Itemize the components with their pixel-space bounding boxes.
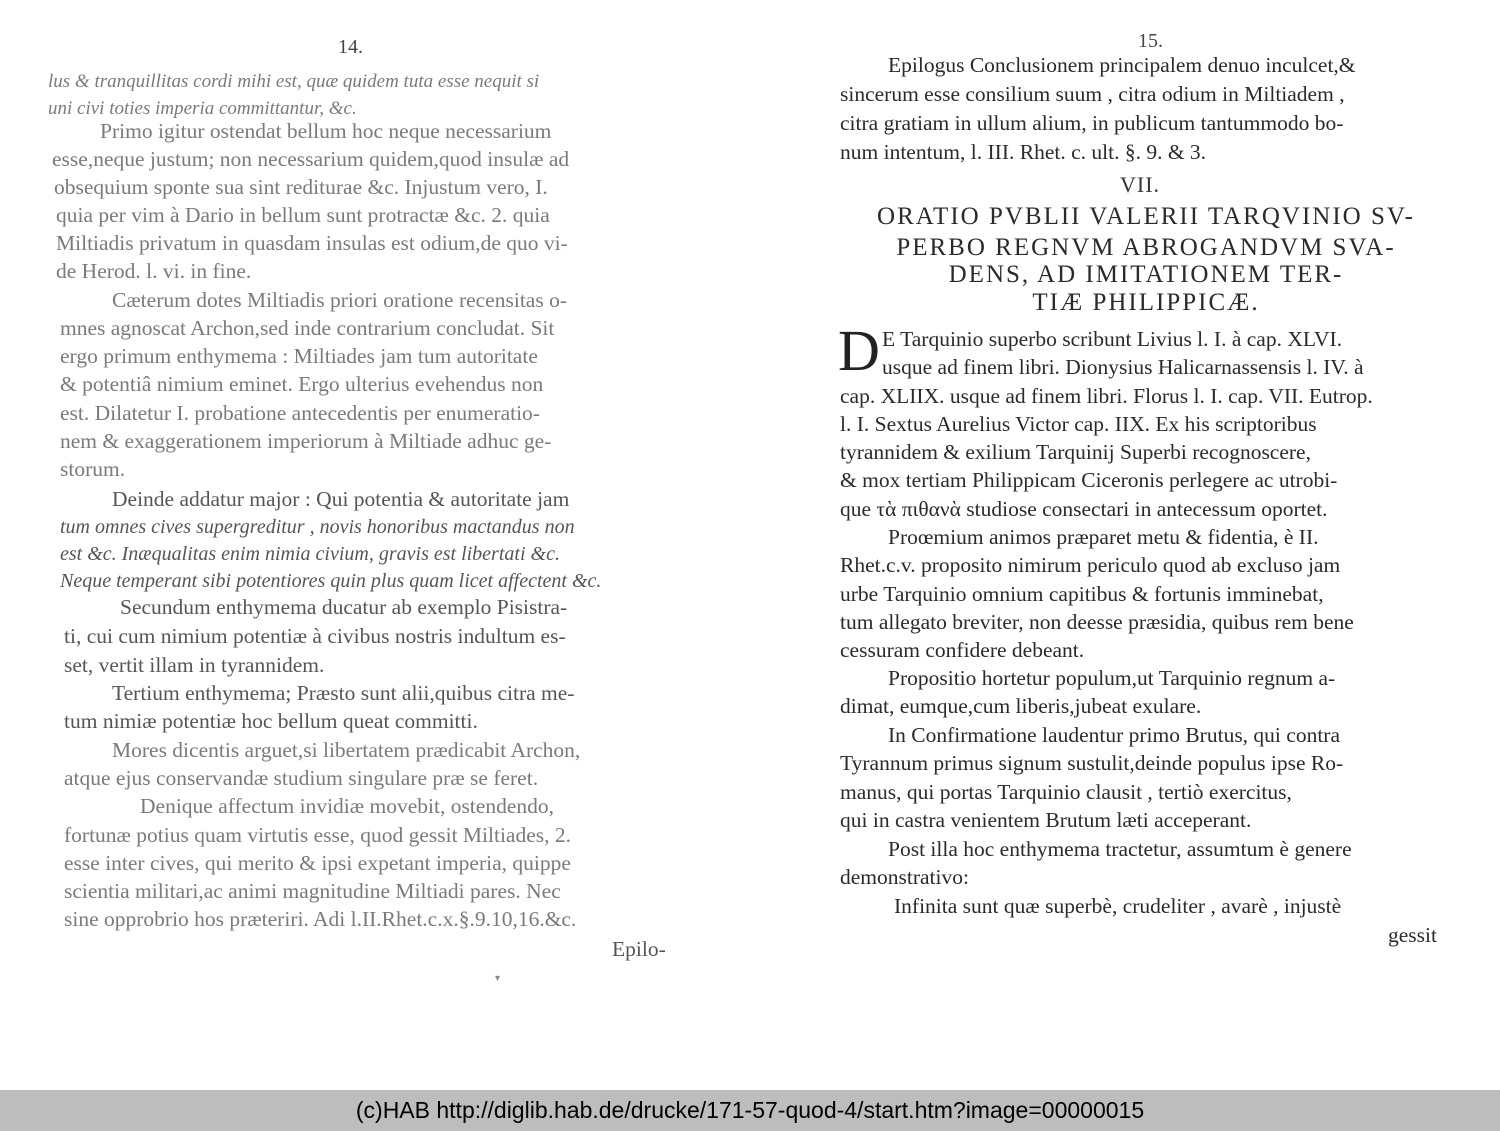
text-line: de Herod. l. vi. in fine. xyxy=(56,259,252,283)
oration-heading-line: ORATIO PVBLII VALERII TARQVINIO SV- xyxy=(877,203,1415,230)
oration-heading-line: PERBO REGNVM ABROGANDVM SVA- xyxy=(896,234,1396,261)
text-line: mnes agnoscat Archon,sed inde contrarium concludat. Sit xyxy=(60,316,555,340)
text-line: quia per vim à Dario in bellum sunt protractæ &c. 2. quia xyxy=(56,203,550,227)
text-line: Mores dicentis arguet,si libertatem prædicabit Archon, xyxy=(112,738,581,762)
oration-heading-line: TIÆ PHILIPPICÆ. xyxy=(1032,289,1260,316)
drop-cap: D xyxy=(838,318,880,383)
source-url-text: (c)HAB http://diglib.hab.de/drucke/171-57-quod-4/start.htm?image=00000015 xyxy=(355,1097,1145,1123)
ornament-dot: ▾ xyxy=(495,973,501,984)
text-line: nem & exaggerationem imperiorum à Miltiade adhuc ge- xyxy=(60,429,552,453)
text-line: lus & tranquillitas cordi mihi est, quæ quidem tuta esse nequit si xyxy=(48,71,540,92)
left-page-number: 14. xyxy=(338,36,363,58)
text-line: Epilogus Conclusionem principalem denuo inculcet,& xyxy=(888,53,1356,77)
text-line: Tertium enthymema; Præsto sunt alii,quibus citra me- xyxy=(112,681,575,705)
text-line: Deinde addatur major : Qui potentia & autoritate jam xyxy=(112,487,570,511)
text-line: Propositio hortetur populum,ut Tarquinio regnum a- xyxy=(888,666,1336,690)
oration-heading-line: DENS, AD IMITATIONEM TER- xyxy=(948,261,1344,288)
text-line: uni civi toties imperia committantur, &c. xyxy=(48,98,357,119)
text-line: Miltiadis privatum in quasdam insulas est odium,de quo vi- xyxy=(56,231,568,255)
text-line: urbe Tarquinio omnium capitibus & fortunis imminebat, xyxy=(840,582,1324,606)
text-line: tum nimiæ potentiæ hoc bellum queat committi. xyxy=(64,709,478,733)
text-line: manus, qui portas Tarquinio clausit , tertiò exercitus, xyxy=(840,780,1292,804)
text-line: esse inter cives, qui merito & ipsi expetant imperia, quippe xyxy=(64,851,571,875)
text-line: est &c. Inæqualitas enim nimia civium, gravis est libertati &c. xyxy=(60,543,560,565)
text-line: esse,neque justum; non necessarium quidem,quod insulæ ad xyxy=(52,147,570,171)
text-line: demonstrativo: xyxy=(840,865,969,889)
text-line: & potentiâ nimium eminet. Ergo ulterius evehendus non xyxy=(60,372,544,396)
text-line: Neque temperant sibi potentiores quin plus quam licet affectent &c. xyxy=(60,570,602,592)
text-line: usque ad finem libri. Dionysius Halicarnassensis l. IV. à xyxy=(882,355,1364,379)
text-line: Cæterum dotes Miltiadis priori oratione recensitas o- xyxy=(112,288,567,312)
text-line: citra gratiam in ullum alium, in publicum tantummodo bo- xyxy=(840,111,1344,135)
text-line: storum. xyxy=(60,457,126,481)
text-line: scientia militari,ac animi magnitudine Miltiadi pares. Nec xyxy=(64,879,561,903)
text-line: Rhet.c.v. proposito nimirum periculo quod ab excluso jam xyxy=(840,553,1341,577)
text-line: dimat, eumque,cum liberis,jubeat exulare. xyxy=(840,694,1202,718)
text-line: tum allegato breviter, non deesse præsidia, quibus rem bene xyxy=(840,610,1354,634)
text-line: num intentum, l. III. Rhet. c. ult. §. 9. & 3. xyxy=(840,140,1207,164)
text-line: tyrannidem & exilium Tarquinij Superbi recognoscere, xyxy=(840,440,1311,464)
text-line: atque ejus conservandæ studium singulare præ se feret. xyxy=(64,766,539,790)
text-line: Denique affectum invidiæ movebit, ostendendo, xyxy=(140,794,554,818)
text-line: fortunæ potius quam virtutis esse, quod gessit Miltiades, 2. xyxy=(64,823,572,847)
text-line: set, vertit illam in tyrannidem. xyxy=(64,653,325,677)
catchword: gessit xyxy=(1388,923,1437,947)
section-number: VII. xyxy=(1120,172,1161,197)
right-page-number: 15. xyxy=(1138,30,1163,52)
text-line: ergo primum enthymema : Miltiades jam tum autoritate xyxy=(60,344,538,368)
text-line: Post illa hoc enthymema tractetur, assumtum è genere xyxy=(888,837,1352,861)
text-line: l. I. Sextus Aurelius Victor cap. IIX. Ex his scriptoribus xyxy=(840,412,1317,436)
text-line: Proœmium animos præparet metu & fidentia, è II. xyxy=(888,525,1319,549)
text-line: Infinita sunt quæ superbè, crudeliter , avarè , injustè xyxy=(894,894,1342,918)
catchword: Epilo- xyxy=(612,937,666,961)
left-page xyxy=(40,0,690,1090)
right-page xyxy=(830,0,1460,1090)
text-line: sincerum esse consilium suum , citra odium in Miltiadem , xyxy=(840,82,1345,106)
text-line: sine opprobrio hos præteriri. Adi l.II.Rhet.c.x.§.9.10,16.&c. xyxy=(64,907,577,931)
text-line: que τὰ πιθανὰ studiose consectari in antecessum oportet. xyxy=(840,497,1328,521)
text-line: In Confirmatione laudentur primo Brutus, qui contra xyxy=(888,723,1341,747)
text-line: E Tarquinio superbo scribunt Livius l. I. à cap. XLVI. xyxy=(882,327,1343,351)
text-line: Secundum enthymema ducatur ab exemplo Pisistra- xyxy=(120,595,568,619)
text-line: & mox tertiam Philippicam Ciceronis perlegere ac utrobi- xyxy=(840,468,1338,492)
text-line: obsequium sponte sua sint rediturae &c. Injustum vero, I. xyxy=(54,175,548,199)
source-footer xyxy=(0,1090,1500,1131)
text-line: Tyrannum primus signum sustulit,deinde populus ipse Ro- xyxy=(840,751,1344,775)
text-line: qui in castra venientem Brutum læti acceperant. xyxy=(840,808,1252,832)
text-line: cessuram confidere debeant. xyxy=(840,638,1085,662)
text-line: Primo igitur ostendat bellum hoc neque necessarium xyxy=(100,119,552,143)
text-line: tum omnes cives supergreditur , novis honoribus mactandus non xyxy=(60,516,575,538)
text-line: ti, cui cum nimium potentiæ à civibus nostris indultum es- xyxy=(64,624,566,648)
text-line: cap. XLIIX. usque ad finem libri. Florus l. I. cap. VII. Eutrop. xyxy=(840,384,1373,408)
text-line: est. Dilatetur I. probatione antecedentis per enumeratio- xyxy=(60,401,540,425)
